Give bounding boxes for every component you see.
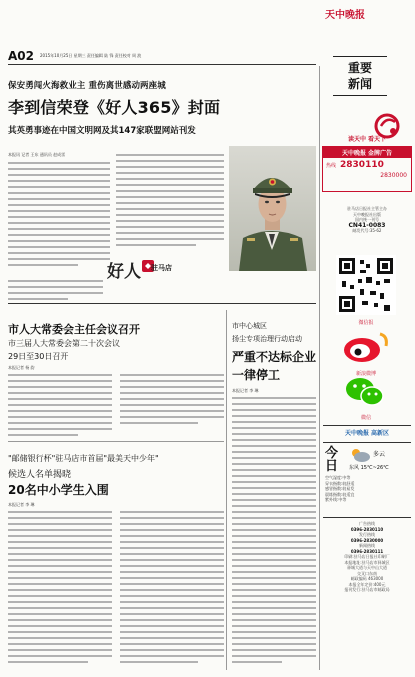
contact-line: 报刊发行:驻马店市邮政局 [344,587,390,592]
stamp-sub: 驻马店 [151,264,172,272]
lead-body-col-1 [8,160,110,275]
brand-banner: 天中晚报 高新区 [323,425,411,443]
section-title [333,56,387,96]
lead-subhead: 其英勇事迹在中国文明网及其147家联盟网站刊发 [8,126,196,136]
page-code: A02 [8,49,34,63]
contact-line: 新闻热线 [359,543,375,548]
section-rule [8,303,316,304]
qr-block-2 [336,326,396,377]
inner-column-divider [226,310,227,670]
ad-box [322,146,412,192]
text-block [116,152,224,252]
qr-block-3 [336,372,396,421]
article4-byline: 本报记者 李 琳 [232,388,259,393]
masthead [323,4,411,132]
lead-byline: 本报讯 记者 王东 通讯员 赵成雷 [8,152,66,157]
article2-subtitle-2: 29日至30日召开 [8,352,69,361]
stamp-label: 好人 [107,262,141,282]
article-rule [8,441,224,442]
contact-line: 邮政编码 463000 [350,576,384,581]
article4-body [232,395,316,667]
article2-subtitle: 市三届人大常委会第二十次会议 [8,339,120,348]
qr-block-1 [336,255,396,326]
text-block [232,395,316,667]
contact-info [326,521,408,593]
article4-title-2: 一律停工 [232,368,281,382]
weather-temp: 东风 15℃~26℃ [349,465,389,471]
wechat-icon [336,372,396,410]
ad-title: 天中晚报 金牌广告 [323,147,411,158]
weather-row: 穿衣指数:较舒适 [325,480,355,486]
weather-day [325,447,338,473]
contact-line: 本报全年定价:400元 [348,581,386,587]
weather-day-line: 今 [325,446,339,461]
article3-subtitle: 候选人名单揭晓 [8,470,72,480]
article3-byline: 本报记者 李 琳 [8,502,35,507]
qr-label: 新浪微博 [355,371,376,377]
weather-day-line: 日 [325,459,339,474]
article3-kicker: "邮储银行杯"驻马店市首届"最美天中少年" [8,454,159,463]
weather-row: 紫外线:中等 [325,497,347,502]
qr-label: 微信报 [358,320,374,326]
info-line: 邮发代号:35-62 [352,228,382,233]
sidebar-rule [323,517,411,518]
page-meta: 2015年10月25日 星期三 责任编辑 陆 锋 责任校对 周 波 [40,53,142,58]
contact-line: 驿城大道与天中山大道 [347,565,387,570]
article4-title: 严重不达标企业 [232,350,317,364]
publisher-info [326,206,408,234]
weather-row: 空气湿度:中等 [325,475,351,480]
ad-phone: 2830110 [340,160,384,170]
text-block [8,372,224,438]
article4-subtitle: 扬尘专项治理行动启动 [232,335,302,343]
contact-line: 本报地址:驻马店市驿城区 [344,559,390,565]
article3-body [8,509,224,669]
info-line: 天中晚报社出版 [353,211,381,217]
contact-line: 广告热线 [359,521,375,526]
portrait-photo [229,146,316,271]
cloud-sun-icon [349,447,371,463]
header-rule [8,64,316,65]
brand-logo: 天中晚报 [325,10,365,21]
tagline: 读天中 看天下 [347,136,387,143]
issn: CN41-0083 [348,221,386,229]
text-block [8,509,224,669]
lead-kicker: 保安勇闯火海救业主 重伤离世感动两座城 [8,81,166,91]
contact-line: 印刷:驻马店日报社印刷厂 [344,554,390,559]
article2-body [8,372,224,438]
qr-label: 微信 [360,415,371,421]
qr-code-icon [336,255,396,315]
weather-row: 晨练指数:较适宜 [325,491,355,497]
contact-line: 0396-2830111 [350,548,384,554]
text-block [8,278,103,302]
article2-byline: 本报记者 杨 韵 [8,365,35,370]
ad-phone-label: 热线 [326,162,337,169]
weather-row: 感冒指数:较易发 [325,486,355,491]
article4-kicker: 市中心城区 [232,322,267,330]
article3-title: 20名中小学生入围 [8,483,109,497]
contact-line: 交叉口东南 [357,570,377,576]
column-divider [319,66,320,670]
weibo-icon [336,326,396,366]
info-line: 国内统一刊号 [355,217,379,222]
lead-body-col-2 [116,152,224,252]
weather-box [323,447,411,513]
section-line-2: 新闻 [347,77,372,91]
contact-line: 发行热线 [359,532,375,537]
contact-line: 0396-2830000 [350,537,384,543]
good-person-stamp [107,255,177,293]
contact-line: 0396-2830110 [350,526,384,532]
ad-phone-2: 2830000 [380,172,407,179]
lead-headline: 李到信荣登《好人365》封面 [8,98,221,117]
info-line: 驻马店日报社主管主办 [347,206,387,211]
text-block [8,160,110,275]
article2-title: 市人大常委会主任会议召开 [8,323,140,336]
section-line-1: 重要 [347,61,372,75]
weather-condition: 多云 [373,451,386,458]
